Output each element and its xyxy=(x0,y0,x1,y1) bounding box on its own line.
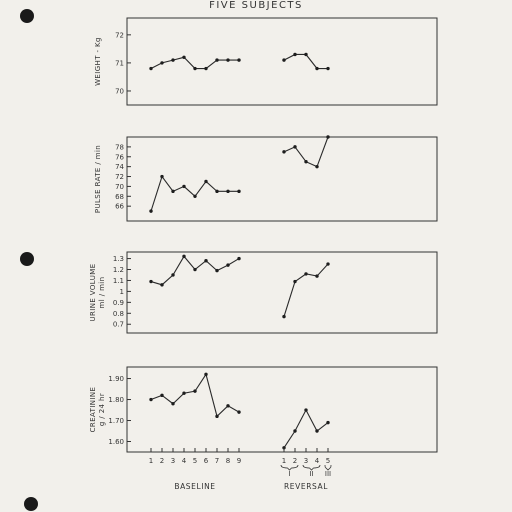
baseline-data-point xyxy=(215,269,218,272)
baseline-data-point xyxy=(171,190,174,193)
baseline-data-point xyxy=(149,280,152,283)
y-tick-label: 1.90 xyxy=(108,375,124,384)
baseline-data-point xyxy=(193,389,196,392)
baseline-series-line xyxy=(151,374,239,416)
plot-frame xyxy=(127,252,437,333)
reversal-data-point xyxy=(315,429,318,432)
reversal-data-point xyxy=(326,262,329,265)
y-axis-label: CREATININE xyxy=(89,386,97,433)
baseline-data-point xyxy=(171,273,174,276)
reversal-phase-label: II xyxy=(309,470,314,478)
baseline-data-point xyxy=(182,185,185,188)
x-tick-label: 4 xyxy=(181,457,187,465)
y-tick-label: 0.7 xyxy=(112,320,124,329)
baseline-data-point xyxy=(160,394,163,397)
y-tick-label: 0.8 xyxy=(112,309,124,318)
x-tick-label: 5 xyxy=(325,457,331,465)
baseline-data-point xyxy=(193,67,196,70)
baseline-data-point xyxy=(215,415,218,418)
y-tick-label: 68 xyxy=(115,192,124,201)
baseline-data-point xyxy=(215,58,218,61)
reversal-data-point xyxy=(315,67,318,70)
baseline-data-point xyxy=(149,67,152,70)
y-tick-label: 72 xyxy=(115,31,124,40)
x-group-label-reversal: REVERSAL xyxy=(283,482,329,491)
baseline-data-point xyxy=(204,180,207,183)
baseline-data-point xyxy=(226,190,229,193)
y-tick-label: 70 xyxy=(115,182,124,191)
baseline-data-point xyxy=(226,58,229,61)
baseline-data-point xyxy=(215,190,218,193)
reversal-data-point xyxy=(293,53,296,56)
baseline-data-point xyxy=(237,58,240,61)
baseline-data-point xyxy=(182,255,185,258)
y-tick-label: 66 xyxy=(115,202,124,211)
reversal-data-point xyxy=(304,160,307,163)
reversal-data-point xyxy=(315,274,318,277)
y-axis-label: PULSE RATE / min xyxy=(94,144,102,214)
x-tick-label: 1 xyxy=(281,457,287,465)
x-tick-label: 2 xyxy=(292,457,298,465)
reversal-data-point xyxy=(282,150,285,153)
y-tick-label: 1.70 xyxy=(108,417,124,426)
y-tick-label: 1.1 xyxy=(112,276,124,285)
baseline-data-point xyxy=(171,58,174,61)
y-tick-label: 1.3 xyxy=(112,255,124,264)
baseline-data-point xyxy=(193,268,196,271)
y-axis-unit: ml / min xyxy=(98,276,106,309)
x-tick-label: 4 xyxy=(314,457,320,465)
reversal-data-point xyxy=(293,429,296,432)
baseline-data-point xyxy=(182,392,185,395)
x-tick-label: 6 xyxy=(203,457,209,465)
reversal-phase-label: I xyxy=(288,470,291,478)
y-axis-label: WEIGHT - Kg xyxy=(94,37,102,86)
baseline-data-point xyxy=(204,259,207,262)
x-tick-label: 3 xyxy=(303,457,309,465)
reversal-series-line xyxy=(284,264,328,317)
y-tick-label: 72 xyxy=(115,173,124,182)
reversal-series-line xyxy=(284,410,328,448)
y-tick-label: 0.9 xyxy=(112,298,124,307)
reversal-data-point xyxy=(293,145,296,148)
x-tick-label: 9 xyxy=(236,457,242,465)
baseline-data-point xyxy=(237,410,240,413)
reversal-data-point xyxy=(326,67,329,70)
y-tick-label: 1.60 xyxy=(108,438,124,447)
baseline-series-line xyxy=(151,177,239,212)
y-tick-label: 71 xyxy=(115,59,124,68)
y-tick-label: 78 xyxy=(115,143,124,152)
reversal-series-line xyxy=(284,54,328,68)
baseline-data-point xyxy=(171,402,174,405)
reversal-data-point xyxy=(293,280,296,283)
x-tick-label: 2 xyxy=(159,457,165,465)
baseline-data-point xyxy=(160,175,163,178)
plot-frame xyxy=(127,137,437,221)
x-tick-label: 3 xyxy=(170,457,176,465)
baseline-data-point xyxy=(160,61,163,64)
reversal-data-point xyxy=(315,165,318,168)
reversal-data-point xyxy=(282,315,285,318)
y-tick-label: 76 xyxy=(115,153,124,162)
baseline-data-point xyxy=(226,404,229,407)
y-tick-label: 70 xyxy=(115,87,124,96)
reversal-data-point xyxy=(282,58,285,61)
baseline-data-point xyxy=(160,283,163,286)
y-axis-unit: g / 24 hr xyxy=(98,392,106,427)
y-tick-label: 1.80 xyxy=(108,396,124,405)
reversal-data-point xyxy=(304,53,307,56)
baseline-data-point xyxy=(226,263,229,266)
reversal-phase-label: III xyxy=(324,470,332,478)
reversal-data-point xyxy=(326,135,329,138)
baseline-data-point xyxy=(237,257,240,260)
x-tick-label: 7 xyxy=(214,457,220,465)
x-tick-label: 1 xyxy=(148,457,154,465)
y-tick-label: 1.2 xyxy=(112,266,124,275)
x-group-label-baseline: BASELINE xyxy=(174,482,216,491)
reversal-data-point xyxy=(304,272,307,275)
reversal-data-point xyxy=(326,421,329,424)
baseline-data-point xyxy=(204,67,207,70)
x-tick-label: 5 xyxy=(192,457,198,465)
plot-frame xyxy=(127,367,437,452)
x-tick-label: 8 xyxy=(225,457,231,465)
reversal-data-point xyxy=(304,408,307,411)
y-tick-label: 74 xyxy=(115,163,124,172)
baseline-data-point xyxy=(182,56,185,59)
baseline-data-point xyxy=(237,190,240,193)
y-tick-label: 1 xyxy=(119,287,124,296)
chart-title: FIVE SUBJECTS xyxy=(209,0,303,11)
baseline-data-point xyxy=(149,209,152,212)
y-axis-label: URINE VOLUME xyxy=(89,263,97,322)
baseline-data-point xyxy=(204,373,207,376)
baseline-data-point xyxy=(193,195,196,198)
baseline-data-point xyxy=(149,398,152,401)
